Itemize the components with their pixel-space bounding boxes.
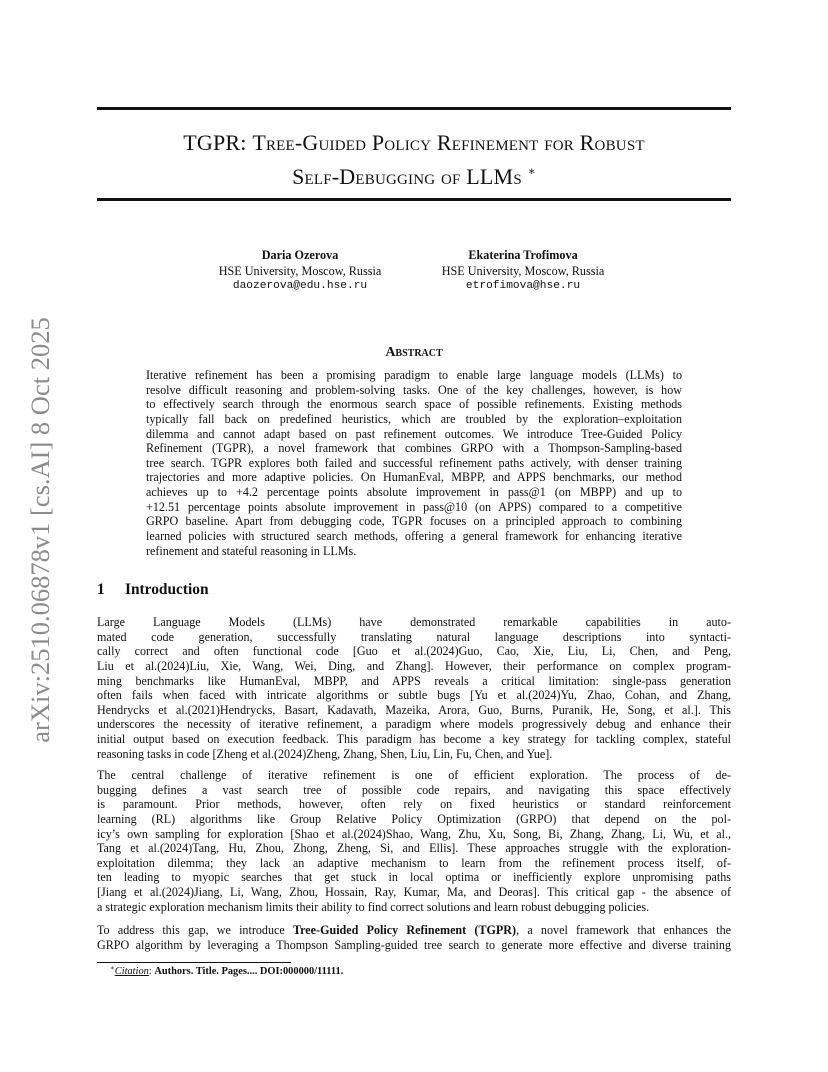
abstract-line: GRPO baseline. Apart from debugging code, TGPR focuses on a principled approach to combining (146, 514, 682, 529)
abstract-line: +12.51 percentage points absolute improvement in pass@10 (on APPS) compared to a competitive (146, 499, 682, 514)
title-line-2: Self-Debugging of LLMs (292, 164, 522, 189)
footnote-rule (97, 962, 291, 963)
paragraph-line: [Jiang et al.(2024)Jiang, Li, Wang, Zhou, Hossain, Ray, Kumar, Ma, and Deoras]. This critical gap - the absence of (97, 885, 731, 900)
abstract-line: learned policies with structured search methods, offering a general framework for enhancing iterative (146, 529, 682, 544)
paragraph-line: Liu et al.(2024)Liu, Xie, Wang, Wei, Ding, and Zhang]. However, their performance on complex program- (97, 658, 731, 673)
paragraph-line: icy’s own sampling for exploration [Shao et al.(2024)Shao, Wang, Zhu, Xu, Song, Bi, Zhang, Zhang, Li, Wu, et al., (97, 826, 731, 841)
abstract-line: to effectively search through the enormous search space of possible refinements. Existing methods (146, 397, 682, 412)
author-name: Daria Ozerova (261, 248, 339, 262)
paragraph-line: a strategic exploration mechanism limits their ability to find correct solutions and learn robust debugging policies. (97, 899, 650, 914)
footnote-mark: ∗ (110, 964, 115, 972)
paragraph-line: The central challenge of iterative refinement is one of efficient exploration. The process of de- (97, 768, 731, 782)
paragraph-line: reasoning tasks in code [Zheng et al.(2024)Zheng, Zhang, Shen, Liu, Lin, Fu, Chen, and Yue]. (97, 746, 553, 761)
paragraph-line: Tang et al.(2024)Tang, Hu, Zhou, Zhong, Zheng, Si, and Ellis]. These approaches struggle with the exploration- (97, 841, 731, 856)
abstract-line: tree search. TGPR explores both failed and successful refinement paths actively, with denser training (146, 455, 682, 470)
paragraph-line: underscores the necessity of iterative refinement, a paradigm where models progressively debug and enhance their (97, 717, 731, 732)
paragraph-line: bugging defines a vast search tree of possible code repairs, and navigating this space effectively (97, 782, 731, 797)
paragraph-line: learning (RL) algorithms like Group Relative Policy Optimization (GRPO) that depend on the pol- (97, 811, 731, 826)
author-block-1 (200, 248, 400, 295)
author-email[interactable]: daozerova@edu.hse.ru (232, 280, 368, 292)
author-block-2 (412, 248, 634, 295)
section-number: 1 (97, 581, 105, 598)
title-bottom-rule (97, 198, 731, 201)
abstract-line: Refinement (TGPR), a novel framework that combines GRPO with a Thompson-Sampling-based (146, 441, 682, 456)
author-email[interactable]: etrofimova@hse.ru (465, 280, 581, 292)
abstract-body (146, 368, 682, 558)
citation-link[interactable]: Citation (114, 966, 149, 977)
abstract-heading: Abstract (385, 345, 443, 360)
abstract-line: typically fall back on predefined heuristics, which are troubled by the exploration–exploitation (146, 411, 682, 426)
paragraph-line: exploitation dilemma; they lack an adaptive mechanism to learn from the refinement process itself, of- (97, 855, 731, 870)
paragraph-line (97, 923, 731, 938)
author-affiliation: HSE University, Moscow, Russia (441, 263, 605, 278)
abstract-line: Iterative refinement has been a promising paradigm to enable large language models (LLMs) to (146, 368, 682, 382)
paper-title (97, 128, 731, 191)
title-footnote-mark[interactable]: ∗ (527, 164, 536, 178)
author-affiliation: HSE University, Moscow, Russia (218, 263, 382, 278)
intro-paragraph-2 (97, 768, 731, 914)
paragraph-line: Large Language Models (LLMs) have demonstrated remarkable capabilities in auto- (97, 615, 731, 629)
paragraph-line: is paramount. Prior methods, however, often rely on fixed heuristics or standard reinforcement (97, 797, 731, 812)
paragraph-line: cally correct and often functional code [Guo et al.(2024)Guo, Cao, Xie, Liu, Li, Chen, and Peng, (97, 644, 731, 659)
section-heading-introduction (97, 581, 209, 599)
paragraph-line: often fails when faced with intricate algorithms or subtle bugs [Yu et al.(2024)Yu, Zhao, Cohan, and Zhang, (97, 688, 731, 703)
abstract-line: achieves up to +4.2 percentage points absolute improvement in pass@1 (on MBPP) and up to (146, 485, 682, 500)
footnote (110, 964, 343, 977)
intro-paragraph-3 (97, 923, 731, 952)
abstract-line: trajectories and more adaptive policies. On HumanEval, MBPP, and APPS benchmarks, our method (146, 470, 682, 485)
abstract-line: refinement and stateful reasoning in LLMs. (146, 543, 357, 558)
paragraph-line: Hendrycks et al.(2021)Hendrycks, Basart, Kadavath, Mazeika, Arora, Guo, Burns, Puranik, He, Song, et al.]. This (97, 702, 731, 717)
text-run: , a novel framework that enhances the (516, 923, 731, 937)
intro-paragraph-1 (97, 615, 731, 761)
footnote-separator: : (148, 966, 155, 977)
bold-term-tgpr: Tree-Guided Policy Refinement (TGPR) (292, 923, 517, 937)
title-top-rule (97, 107, 731, 110)
section-title: Introduction (125, 581, 209, 598)
title-line-1: Tree-Guided Policy Refinement for Robust (252, 130, 645, 155)
title-prefix: TGPR: (183, 130, 253, 155)
footnote-text: Authors. Title. Pages.... DOI:000000/11111. (154, 966, 344, 977)
paragraph-line: ten leading to myopic searches that get stuck in local optima or inefficiently explore unpromising paths (97, 870, 731, 885)
author-name: Ekaterina Trofimova (468, 248, 578, 262)
paragraph-line: initial output based on execution feedback. This paradigm has become a key strategy for tackling complex, stateful (97, 732, 731, 747)
paragraph-line: mated code generation, successfully translating natural language descriptions into syntacti- (97, 629, 731, 644)
paragraph-line: ming benchmarks like HumanEval, MBPP, and APPS reveals a critical limitation: single-pass generation (97, 673, 731, 688)
abstract-line: resolve difficult reasoning and problem-solving tasks. One of the key challenges, however, is how (146, 382, 682, 397)
paragraph-line: GRPO algorithm by leveraging a Thompson Sampling-guided tree search to generate more effective and diverse training (97, 937, 731, 952)
abstract-line: dilemma and cannot adapt based on past refinement outcomes. We introduce Tree-Guided Policy (146, 426, 682, 441)
text-run: To address this gap, we introduce (97, 923, 293, 937)
arxiv-identifier-stamp: arXiv:2510.06878v1 [cs.AI] 8 Oct 2025 (25, 317, 55, 743)
